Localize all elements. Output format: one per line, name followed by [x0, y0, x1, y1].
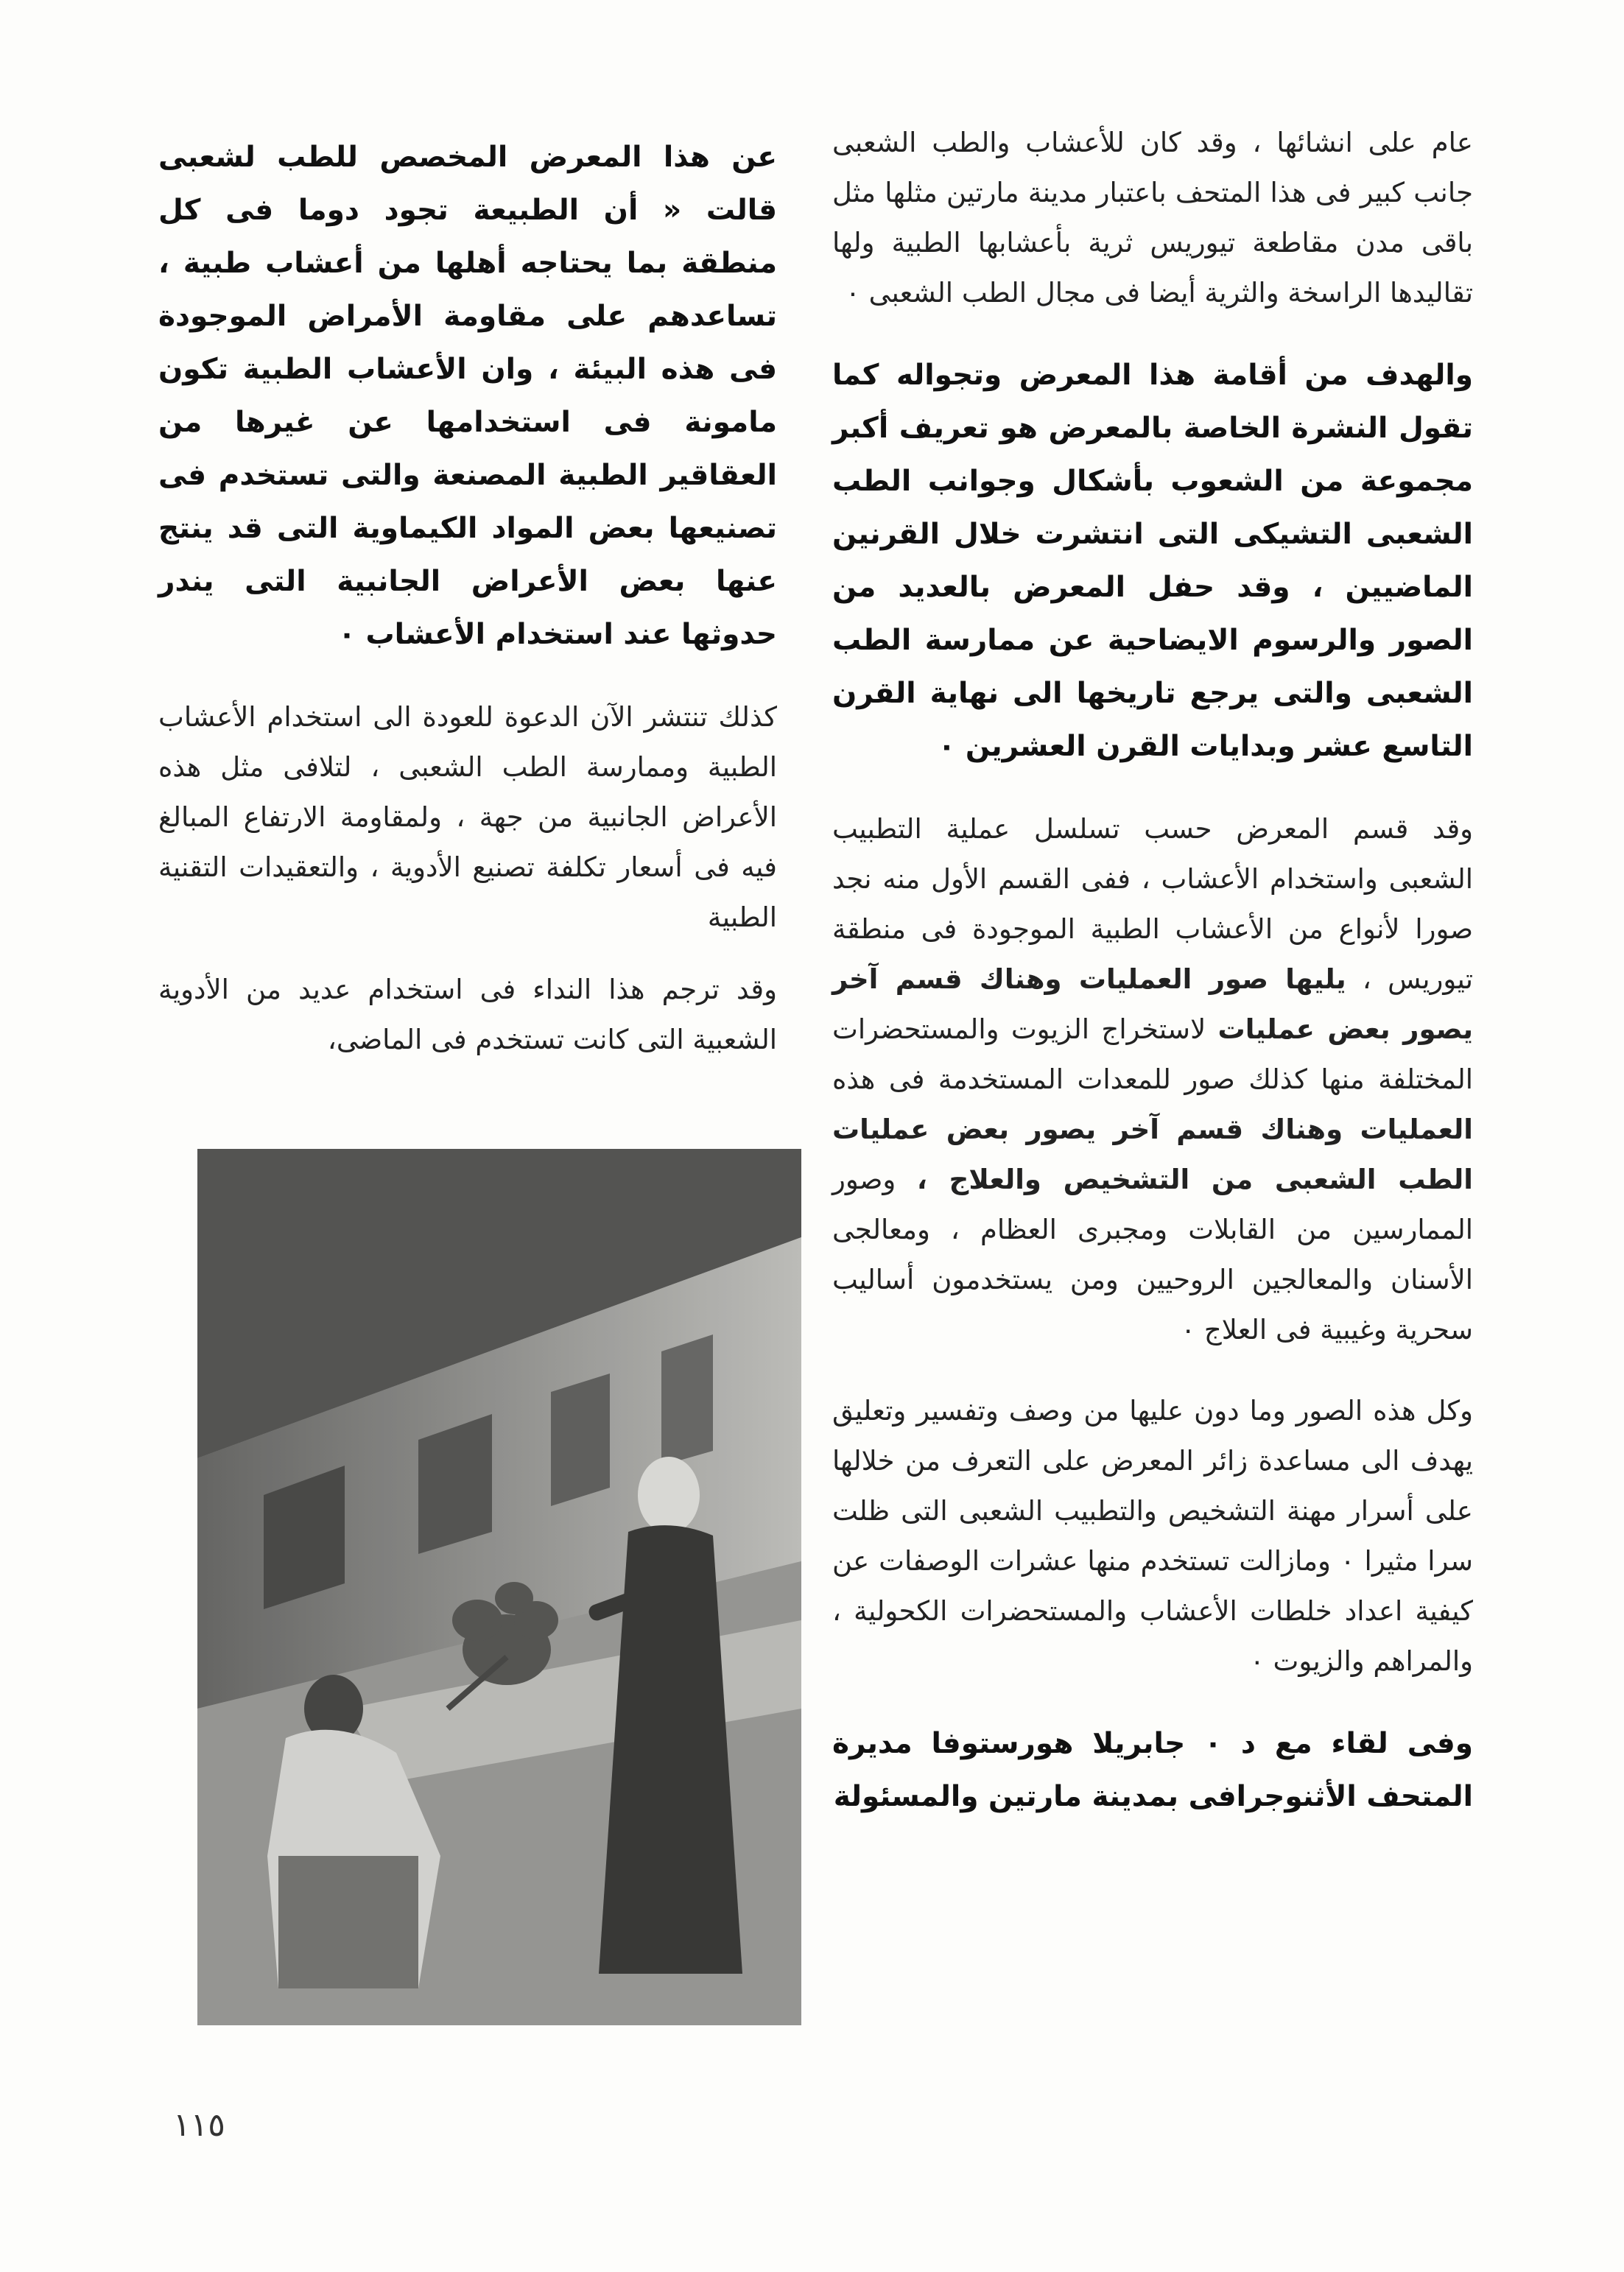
right-paragraph-1: عام على انشائها ، وقد كان للأعشاب والطب الشعبى جانب كبير فى هذا المتحف باعتبار مدينة مارتين مثلها مثل باقى مدن مقاطعة تيوريس ثرية بأعشابها الطبية ولها تقاليدها الراسخة والثرية أيضا فى مجال الطب الشعبى ٠: [832, 127, 1473, 309]
right-paragraph-3-part-c: لاستخراج الزيوت والمستحضرات المختلفة منها كذلك صور للمعدات المستخدمة فى هذه: [832, 1013, 1473, 1095]
right-paragraph-3: [832, 804, 1473, 1355]
right-paragraph-3-part-a: وقد قسم المعرض حسب تسلسل عملية التطبيب الشعبى واستخدام الأعشاب ، ففى القسم الأول منه نجد صورا لأنواع من الأعشاب الطبية الموجودة فى منطقة تيوريس ،: [832, 813, 1473, 995]
left-paragraph-3: وقد ترجم هذا النداء فى استخدام عديد من الأدوية الشعبية التى كانت تستخدم فى الماضى،: [158, 974, 777, 1055]
left-paragraph-1: عن هذا المعرض المخصص للطب لشعبى قالت « أن الطبيعة تجود دوما فى كل منطقة بما يحتاجه أهلها من أعشاب طبية ، تساعدهم على مقاومة الأمراض الموجودة فى هذه البيئة ، وان الأعشاب الطبية تكون مامونة فى استخدامها عن غيرها من العقاقير الطبية المصنعة والتى تستخدم فى تصنيعها بعض المواد الكيماوية التى قد ينتج عنها بعض الأعراض الجانبية التى يندر حدوثها عند استخدام الأعشاب ٠: [158, 141, 777, 651]
photo-two-women-herbs-icon: [197, 1149, 801, 2025]
left-text-column: [158, 131, 777, 1065]
right-paragraph-3-part-d: العمليات وهناك قسم آخر يصور بعض عمليات الطب الشعبى من التشخيص والعلاج ،: [832, 1114, 1473, 1195]
right-paragraph-3-part-e: وصور الممارسين من القابلات ومجبرى العظام ، ومعالجى الأسنان والمعالجين الروحيين ومن يستخدمون أساليب سحرية وغيبية فى العلاج ٠: [832, 1164, 1473, 1346]
right-paragraph-4: وكل هذه الصور وما دون عليها من وصف وتفسير وتعليق يهدف الى مساعدة زائر المعرض على التعرف من خلالها على أسرار مهنة التشخيص والتطبيب الشعبى التى ظلت سرا مثيرا ٠ ومازالت تستخدم منها عشرات الوصفات عن كيفية اعداد خلطات الأعشاب والمستحضرات الكحولية ، والمراهم والزيوت ٠: [832, 1395, 1473, 1677]
page-number: ١١٥: [173, 2106, 225, 2144]
left-paragraph-2: كذلك تنتشر الآن الدعوة للعودة الى استخدام الأعشاب الطبية وممارسة الطب الشعبى ، لتلافى مثل هذه الأعراض الجانبية من جهة ، ولمقاومة الارتفاع المبالغ فيه فى أسعار تكلفة تصنيع الأدوية ، والتعقيدات التقنية الطبية: [158, 701, 777, 933]
right-text-column: [832, 118, 1473, 1823]
right-paragraph-3-part-b: يليها صور العمليات وهناك قسم آخر يصور بعض عمليات: [832, 963, 1473, 1045]
right-paragraph-2: والهدف من أقامة هذا المعرض وتجواله كما تقول النشرة الخاصة بالمعرض هو تعريف أكبر مجموعة من الشعوب بأشكال وجوانب الطب الشعبى التشيكى التى انتشرت خلال القرنين الماضيين ، وقد حفل المعرض بالعديد من الصور والرسوم الايضاحية عن ممارسة الطب الشعبى والتى يرجع تاريخها الى نهاية القرن التاسع عشر وبدايات القرن العشرين ٠: [832, 359, 1473, 763]
right-paragraph-5: وفى لقاء مع د ٠ جابريلا هورستوفا مديرة المتحف الأثنوجرافى بمدينة مارتين والمسئولة: [832, 1727, 1473, 1813]
